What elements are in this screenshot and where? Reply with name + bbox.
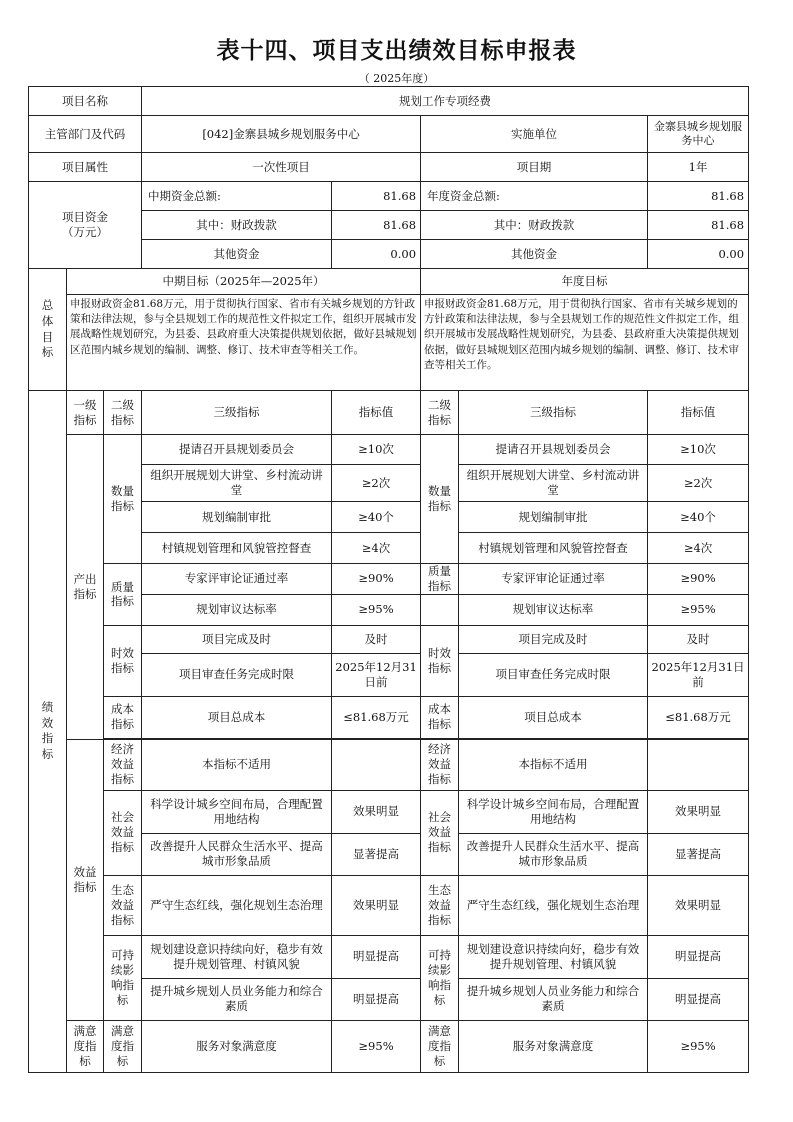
cost-value-1-right: ≤81.68万元 (648, 696, 749, 738)
year-total-label: 年度资金总额: (421, 182, 648, 211)
quality-empty-right (421, 594, 459, 625)
time-item-2: 项目审查任务完成时限 (142, 653, 332, 696)
level2-economic: 经济 效益 指标 (104, 739, 142, 790)
social-item-2-right: 改善提升人民群众生活水平、提高城市形象品质 (459, 833, 648, 875)
attr-label: 项目属性 (29, 153, 142, 182)
sustain-item-2-right: 提升城乡规划人员业务能力和综合素质 (459, 978, 648, 1020)
cost-item-1-right: 项目总成本 (459, 696, 648, 738)
level2-sustain: 可持 续影 响指 标 (104, 935, 142, 1020)
mid-other-label: 其他资金 (142, 240, 332, 269)
header-level2: 二级 指标 (104, 391, 142, 435)
time-value-1-right: 及时 (648, 625, 749, 653)
level2-satisfaction: 满意 度指 标 (104, 1020, 142, 1072)
quantity-value-1-right: ≥10次 (648, 435, 749, 465)
level1-benefit: 效益 指标 (67, 739, 104, 1020)
social-value-1-right: 效果明显 (648, 790, 749, 833)
quantity-item-1: 提请召开县规划委员会 (142, 435, 332, 465)
time-item-1: 项目完成及时 (142, 625, 332, 653)
sustain-item-1-right: 规划建设意识持续向好，稳步有效提升规划管理、村镇风貌 (459, 935, 648, 978)
level2-quantity-right: 数量 指标 (421, 435, 459, 564)
level2-ecology: 生态 效益 指标 (104, 875, 142, 935)
satisfaction-value-1-right: ≥95% (648, 1020, 749, 1072)
dept-value: [042]金寨县城乡规划服务中心 (142, 116, 421, 153)
quality-item-2-right: 规划审议达标率 (459, 594, 648, 625)
mid-fiscal-label: 其中：财政拨款 (142, 211, 332, 240)
indicators-label: 绩 效 指 标 (29, 391, 67, 1073)
mid-total-label: 中期资金总额: (142, 182, 332, 211)
quantity-value-2-right: ≥2次 (648, 465, 749, 502)
cost-item-1: 项目总成本 (142, 696, 332, 738)
quantity-value-4-right: ≥4次 (648, 533, 749, 564)
quality-value-1: ≥90% (332, 564, 421, 595)
time-value-2: 2025年12月31日前 (332, 653, 421, 696)
year-other-value: 0.00 (648, 240, 749, 269)
cost-value-1: ≤81.68万元 (332, 696, 421, 738)
year-total-value: 81.68 (648, 182, 749, 211)
satisfaction-value-1: ≥95% (332, 1020, 421, 1072)
mid-total-value: 81.68 (332, 182, 421, 211)
quantity-item-2: 组织开展规划大讲堂、乡村流动讲堂 (142, 465, 332, 502)
quantity-item-4: 村镇规划管理和风貌管控督查 (142, 533, 332, 564)
time-value-2-right: 2025年12月31日前 (648, 653, 749, 696)
quantity-value-3: ≥40个 (332, 502, 421, 533)
economic-value-1 (332, 739, 421, 790)
year-goal-header: 年度目标 (421, 269, 749, 295)
quantity-value-2: ≥2次 (332, 465, 421, 502)
ecology-item-1-right: 严守生态红线，强化规划生态治理 (459, 875, 648, 935)
ecology-value-1-right: 效果明显 (648, 875, 749, 935)
ecology-item-1: 严守生态红线，强化规划生态治理 (142, 875, 332, 935)
economic-item-1: 本指标不适用 (142, 739, 332, 790)
level2-social-right: 社会 效益 指标 (421, 790, 459, 875)
header-level1: 一级 指标 (67, 391, 104, 435)
time-value-1: 及时 (332, 625, 421, 653)
quality-item-1: 专家评审论证通过率 (142, 564, 332, 595)
project-name-label: 项目名称 (29, 87, 142, 116)
social-item-1-right: 科学设计城乡空间布局，合理配置用地结构 (459, 790, 648, 833)
quantity-item-3-right: 规划编制审批 (459, 502, 648, 533)
header-value: 指标值 (332, 391, 421, 435)
social-value-2: 显著提高 (332, 833, 421, 875)
header-value-right: 指标值 (648, 391, 749, 435)
economic-item-1-right: 本指标不适用 (459, 739, 648, 790)
level1-output: 产出 指标 (67, 435, 104, 740)
year-label: （ 2025年度） (358, 72, 435, 85)
level2-time-right: 时效 指标 (421, 625, 459, 696)
unit-label: 实施单位 (421, 116, 648, 153)
mid-goal-header: 中期目标（2025年—2025年） (67, 269, 421, 295)
level2-satisfaction-right: 满意 度指 标 (421, 1020, 459, 1072)
sustain-value-2: 明显提高 (332, 978, 421, 1020)
sustain-value-1-right: 明显提高 (648, 935, 749, 978)
goals-label: 总 体 目 标 (29, 269, 67, 391)
performance-table (28, 86, 749, 1073)
time-item-2-right: 项目审查任务完成时限 (459, 653, 648, 696)
mid-other-value: 0.00 (332, 240, 421, 269)
economic-value-1-right (648, 739, 749, 790)
quality-value-1-right: ≥90% (648, 564, 749, 595)
year-other-label: 其他资金 (421, 240, 648, 269)
level2-cost: 成本 指标 (104, 696, 142, 738)
dept-label: 主管部门及代码 (29, 116, 142, 153)
project-name-value: 规划工作专项经费 (142, 87, 749, 116)
quality-value-2-right: ≥95% (648, 594, 749, 625)
level2-sustain-right: 可持 续影 响指 标 (421, 935, 459, 1020)
quantity-value-4: ≥4次 (332, 533, 421, 564)
mid-fiscal-value: 81.68 (332, 211, 421, 240)
level1-satisfaction: 满意 度指 标 (67, 1020, 104, 1072)
quantity-value-3-right: ≥40个 (648, 502, 749, 533)
period-value: 1年 (648, 153, 749, 182)
quantity-item-4-right: 村镇规划管理和风貌管控督查 (459, 533, 648, 564)
header-level3: 三级指标 (142, 391, 332, 435)
quality-item-1-right: 专家评审论证通过率 (459, 564, 648, 595)
quantity-item-3: 规划编制审批 (142, 502, 332, 533)
sustain-item-1: 规划建设意识持续向好，稳步有效提升规划管理、村镇风貌 (142, 935, 332, 978)
level2-time: 时效 指标 (104, 625, 142, 696)
sustain-value-2-right: 明显提高 (648, 978, 749, 1020)
year-fiscal-value: 81.68 (648, 211, 749, 240)
level2-economic-right: 经济 效益 指标 (421, 739, 459, 790)
quantity-item-2-right: 组织开展规划大讲堂、乡村流动讲堂 (459, 465, 648, 502)
sustain-item-2: 提升城乡规划人员业务能力和综合素质 (142, 978, 332, 1020)
level2-quantity: 数量 指标 (104, 435, 142, 564)
quantity-item-1-right: 提请召开县规划委员会 (459, 435, 648, 465)
social-value-1: 效果明显 (332, 790, 421, 833)
period-label: 项目期 (421, 153, 648, 182)
ecology-value-1: 效果明显 (332, 875, 421, 935)
quantity-value-1: ≥10次 (332, 435, 421, 465)
level2-ecology-right: 生态 效益 指标 (421, 875, 459, 935)
attr-value: 一次性项目 (142, 153, 421, 182)
quality-value-2: ≥95% (332, 594, 421, 625)
year-fiscal-label: 其中：财政拨款 (421, 211, 648, 240)
social-item-2: 改善提升人民群众生活水平、提高城市形象品质 (142, 833, 332, 875)
mid-goal-text: 申报财政资金81.68万元，用于贯彻执行国家、省市有关城乡规划的方针政策和法律法规，参与全县规划工作的规范性文件拟定工作，组织开展城市发展战略性规划研究，为县委、县政府重大决策提供规划依据，做好县城规划区范围内城乡规划的编制、调整、修订、技术审查等相关工作。 (67, 295, 421, 391)
level2-social: 社会 效益 指标 (104, 790, 142, 875)
unit-value: 金寨县城乡规划服务中心 (648, 116, 749, 153)
level2-quality-right: 质量 指标 (421, 564, 459, 595)
social-item-1: 科学设计城乡空间布局，合理配置用地结构 (142, 790, 332, 833)
level2-quality: 质量 指标 (104, 564, 142, 626)
social-value-2-right: 显著提高 (648, 833, 749, 875)
page-title: 表十四、项目支出绩效目标申报表 (216, 38, 577, 64)
header-level2-right: 二级 指标 (421, 391, 459, 435)
sustain-value-1: 明显提高 (332, 935, 421, 978)
funds-label: 项目资金 （万元） (29, 182, 142, 269)
satisfaction-item-1-right: 服务对象满意度 (459, 1020, 648, 1072)
level2-cost-right: 成本 指标 (421, 696, 459, 738)
satisfaction-item-1: 服务对象满意度 (142, 1020, 332, 1072)
header-level3-right: 三级指标 (459, 391, 648, 435)
quality-item-2: 规划审议达标率 (142, 594, 332, 625)
time-item-1-right: 项目完成及时 (459, 625, 648, 653)
year-goal-text: 申报财政资金81.68万元，用于贯彻执行国家、省市有关城乡规划的方针政策和法律法规，参与全县规划工作的规范性文件拟定工作，组织开展城市发展战略性规划研究，为县委、县政府重大决策提供规划依据，做好县城规划区范围内城乡规划的编制、调整、修订、技术审查等相关工作。 (421, 295, 749, 391)
